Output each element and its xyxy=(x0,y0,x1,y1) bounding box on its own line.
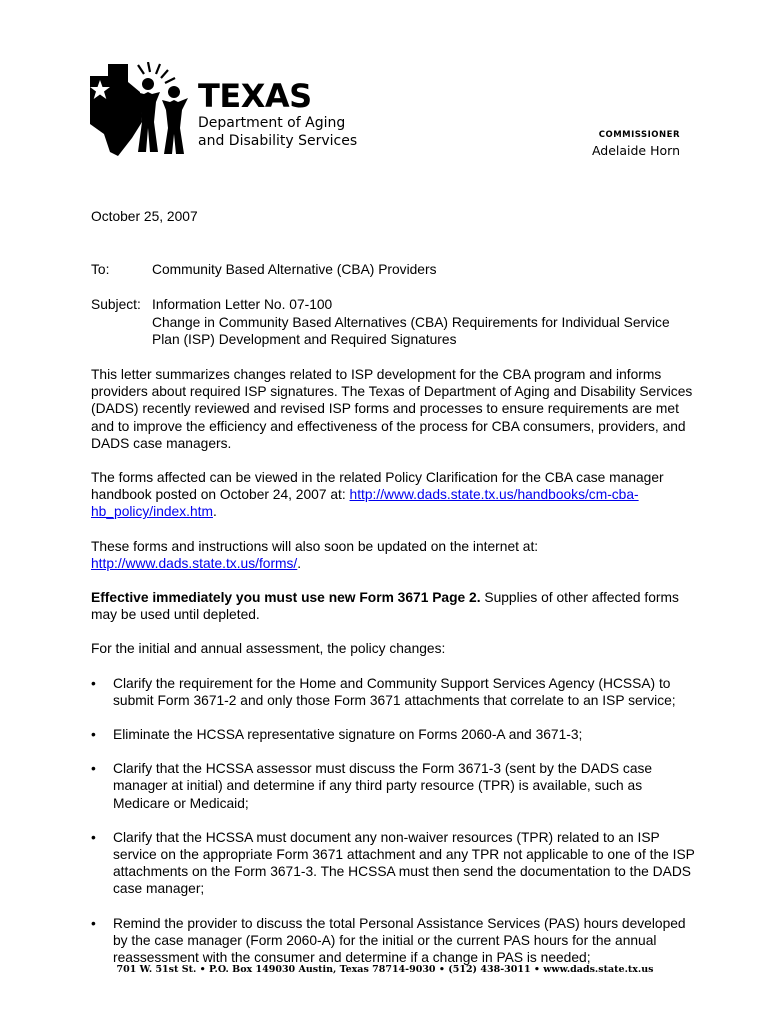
list-item: • Eliminate the HCSSA representative signature on Forms 2060-A and 3671-3; xyxy=(91,726,701,743)
effective-notice: Effective immediately you must use new Form 3671 Page 2. xyxy=(91,590,481,606)
list-item: • Remind the provider to discuss the total Personal Assistance Services (PAS) hours developed by the case manager (Form 2060-A) for the initial or the current PAS hours for the annual reassessment with the consumer and determine if a change in PAS is needed; xyxy=(91,915,701,967)
letter-date: October 25, 2007 xyxy=(91,209,198,224)
subject-label: Subject: xyxy=(91,297,141,313)
commissioner-title: COMMISSIONER xyxy=(598,130,680,140)
to-label: To: xyxy=(91,262,110,278)
policy-change-list xyxy=(91,675,701,967)
dads-logo-icon xyxy=(88,62,198,158)
subject-line xyxy=(91,296,701,348)
dads-logo xyxy=(88,62,368,158)
logo-org-line-1: Department of Aging xyxy=(198,115,346,131)
list-item: • Clarify that the HCSSA assessor must discuss the Form 3671-3 (sent by the DADS case manager at initial) and determine if any third party resource (TPR) is available, such as Medicare or Medicaid; xyxy=(91,760,701,812)
paragraph-forms-affected xyxy=(91,469,701,521)
logo-org-line-2: and Disability Services xyxy=(198,133,358,149)
footer-address: 701 W. 51st St. • P.O. Box 149030 Austin, Texas 78714-9030 • (512) 438-3011 • www.dads.state.tx.us xyxy=(116,964,654,975)
effective-rest: Supplies of other affected forms may be used until depleted. xyxy=(91,590,679,623)
commissioner-block xyxy=(592,130,680,158)
paragraph-internet-end: . xyxy=(297,555,302,571)
commissioner-name: Adelaide Horn xyxy=(591,143,680,158)
paragraph-summary: This letter summarizes changes related to ISP development for the CBA program and informs providers about required ISP signatures. The Texas of Department of Aging and Disability Services (DADS) recently reviewed and revised ISP forms and processes to ensure requirements are met and to improve the efficiency and effectiveness of the process for CBA consumers, providers, and DADS case managers. xyxy=(91,367,693,451)
paragraph-forms-end: . xyxy=(212,504,217,520)
paragraph-forms-internet xyxy=(91,538,701,572)
subject-letter-number: Information Letter No. 07-100 xyxy=(152,297,333,313)
paragraph-effective xyxy=(91,589,701,623)
subject-description: Change in Community Based Alternatives (CBA) Requirements for Individual Service Plan (ISP) Development and Required Signatures xyxy=(152,314,670,347)
forms-link[interactable]: http://www.dads.state.tx.us/forms/ xyxy=(91,555,298,571)
list-item: • Clarify that the HCSSA must document any non-waiver resources (TPR) related to an ISP service on the appropriate Form 3671 attachment and any TPR not applicable to one of the ISP attachments on the Form 3671-3. The HCSSA must then send the documentation to the DADS case manager; xyxy=(91,829,701,898)
list-item: • Clarify the requirement for the Home and Community Support Services Agency (HCSSA) to submit Form 3671-2 and only those Form 3671 attachments that correlate to an ISP service; xyxy=(91,675,701,709)
logo-state-name: TEXAS xyxy=(198,77,312,115)
handbook-link[interactable]: http://www.dads.state.tx.us/handbooks/cm-cba-hb_policy/index.htm xyxy=(91,487,639,520)
paragraph-policy-intro: For the initial and annual assessment, the policy changes: xyxy=(91,641,446,657)
paragraph-forms-text: The forms affected can be viewed in the related Policy Clarification for the CBA case manager handbook posted on October 24, 2007 at: xyxy=(91,470,664,503)
to-value: Community Based Alternative (CBA) Providers xyxy=(152,262,437,278)
to-line xyxy=(91,261,701,278)
paragraph-internet-text: These forms and instructions will also soon be updated on the internet at: xyxy=(91,538,539,554)
letter-body xyxy=(91,208,701,983)
